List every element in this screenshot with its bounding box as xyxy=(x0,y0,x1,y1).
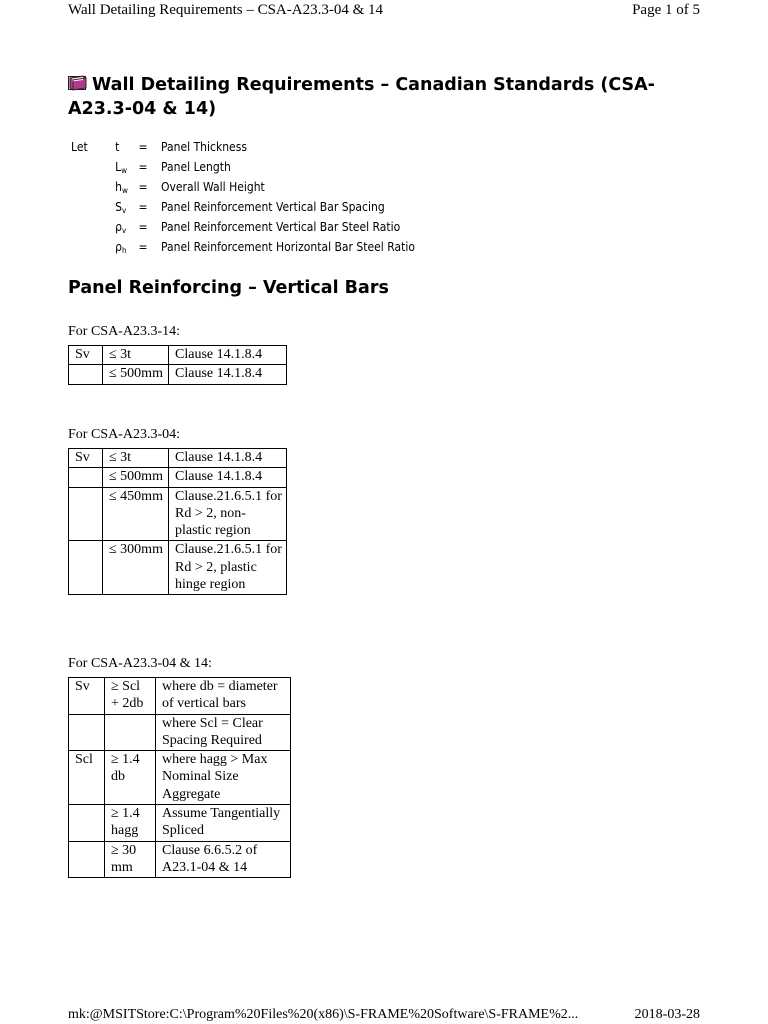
table-cell-reference: where db = diameter of vertical bars xyxy=(156,678,291,715)
print-footer xyxy=(68,1006,700,1024)
table-cell-parameter xyxy=(69,487,103,541)
equals-sign: = xyxy=(138,140,148,154)
table-cell-reference: where hagg > Max Nominal Size Aggregate xyxy=(156,751,291,805)
book-icon xyxy=(68,75,88,98)
definition-symbol: t xyxy=(115,140,120,154)
table-cell-limit: ≥ Scl + 2db xyxy=(105,678,156,715)
footer-print-date: 2018-03-28 xyxy=(634,1007,700,1022)
definition-symbol: $\rho_h$ xyxy=(115,240,127,255)
definition-symbol: $\rho_v$ xyxy=(115,220,127,235)
equals-sign: = xyxy=(138,180,148,194)
definition-text: Overall Wall Height xyxy=(161,180,265,194)
table-cell-limit: ≤ 500mm xyxy=(103,468,169,487)
table-cell-parameter xyxy=(69,805,105,842)
table-cell-reference: Clause.21.6.5.1 for Rd > 2, non-plastic region xyxy=(169,487,287,541)
table-cell-parameter xyxy=(69,365,103,384)
table-cell-reference: Assume Tangentially Spliced xyxy=(156,805,291,842)
table-cell-parameter: Sv xyxy=(69,346,103,365)
table-row xyxy=(69,541,287,595)
definition-text: Panel Reinforcement Vertical Bar Spacing xyxy=(161,200,385,214)
table-cell-parameter: Sv xyxy=(69,449,103,468)
table-row xyxy=(69,365,287,384)
table-cell-reference: Clause 14.1.8.4 xyxy=(169,449,287,468)
definition-text: Panel Reinforcement Horizontal Bar Steel Ratio xyxy=(161,240,415,254)
table-cell-limit: ≥ 30 mm xyxy=(105,841,156,878)
definition-text: Panel Length xyxy=(161,160,231,174)
table-cell-limit: ≥ 1.4 db xyxy=(105,751,156,805)
table-label: For CSA-A23.3-04 & 14: xyxy=(68,656,212,671)
table-cell-limit: ≤ 500mm xyxy=(103,365,169,384)
page-title-text: Wall Detailing Requirements – Canadian Standards (CSA-A23.3-04 & 14) xyxy=(68,75,655,119)
definition-text: Panel Thickness xyxy=(161,140,247,154)
table-row xyxy=(69,346,287,365)
table-label: For CSA-A23.3-14: xyxy=(68,324,181,339)
definition-symbol: $L_w$ xyxy=(115,160,128,175)
requirements-table xyxy=(68,677,291,878)
table-cell-limit xyxy=(105,714,156,751)
table-row xyxy=(69,678,291,715)
table-row xyxy=(69,841,291,878)
table-cell-limit: ≤ 3t xyxy=(103,449,169,468)
table-cell-parameter xyxy=(69,841,105,878)
table-cell-limit: ≤ 3t xyxy=(103,346,169,365)
page-title xyxy=(68,74,688,121)
table-row xyxy=(69,805,291,842)
requirements-table xyxy=(68,345,287,385)
table-row xyxy=(69,449,287,468)
table-cell-limit: ≤ 450mm xyxy=(103,487,169,541)
table-cell-reference: Clause.21.6.5.1 for Rd > 2, plastic hinge region xyxy=(169,541,287,595)
table-row xyxy=(69,751,291,805)
equals-sign: = xyxy=(138,160,148,174)
equals-sign: = xyxy=(138,220,148,234)
section-title: Panel Reinforcing – Vertical Bars xyxy=(68,278,389,298)
definition-symbol: $S_v$ xyxy=(115,200,127,215)
footer-source-path: mk:@MSITStore:C:\Program%20Files%20(x86)\S-FRAME%20Software\S-FRAME%2... xyxy=(68,1007,579,1022)
table-cell-reference: Clause 14.1.8.4 xyxy=(169,346,287,365)
requirements-table xyxy=(68,448,287,595)
table-cell-parameter: Scl xyxy=(69,751,105,805)
table-cell-parameter xyxy=(69,714,105,751)
print-header xyxy=(68,1,700,21)
table-cell-parameter xyxy=(69,468,103,487)
header-document-title: Wall Detailing Requirements – CSA-A23.3-04 & 14 xyxy=(68,2,383,18)
table-row xyxy=(69,487,287,541)
table-row xyxy=(69,468,287,487)
table-cell-reference: Clause 14.1.8.4 xyxy=(169,365,287,384)
table-cell-reference: Clause 6.6.5.2 of A23.1-04 & 14 xyxy=(156,841,291,878)
definition-text: Panel Reinforcement Vertical Bar Steel Ratio xyxy=(161,220,401,234)
header-page-number: Page 1 of 5 xyxy=(632,2,700,18)
table-cell-limit: ≤ 300mm xyxy=(103,541,169,595)
equals-sign: = xyxy=(138,240,148,254)
table-label: For CSA-A23.3-04: xyxy=(68,427,181,442)
definition-symbol: $h_w$ xyxy=(115,180,128,195)
table-cell-limit: ≥ 1.4 hagg xyxy=(105,805,156,842)
equals-sign: = xyxy=(138,200,148,214)
table-cell-reference: Clause 14.1.8.4 xyxy=(169,468,287,487)
table-row xyxy=(69,714,291,751)
let-label: Let xyxy=(71,140,88,154)
table-cell-parameter xyxy=(69,541,103,595)
table-cell-parameter: Sv xyxy=(69,678,105,715)
table-cell-reference: where Scl = Clear Spacing Required xyxy=(156,714,291,751)
